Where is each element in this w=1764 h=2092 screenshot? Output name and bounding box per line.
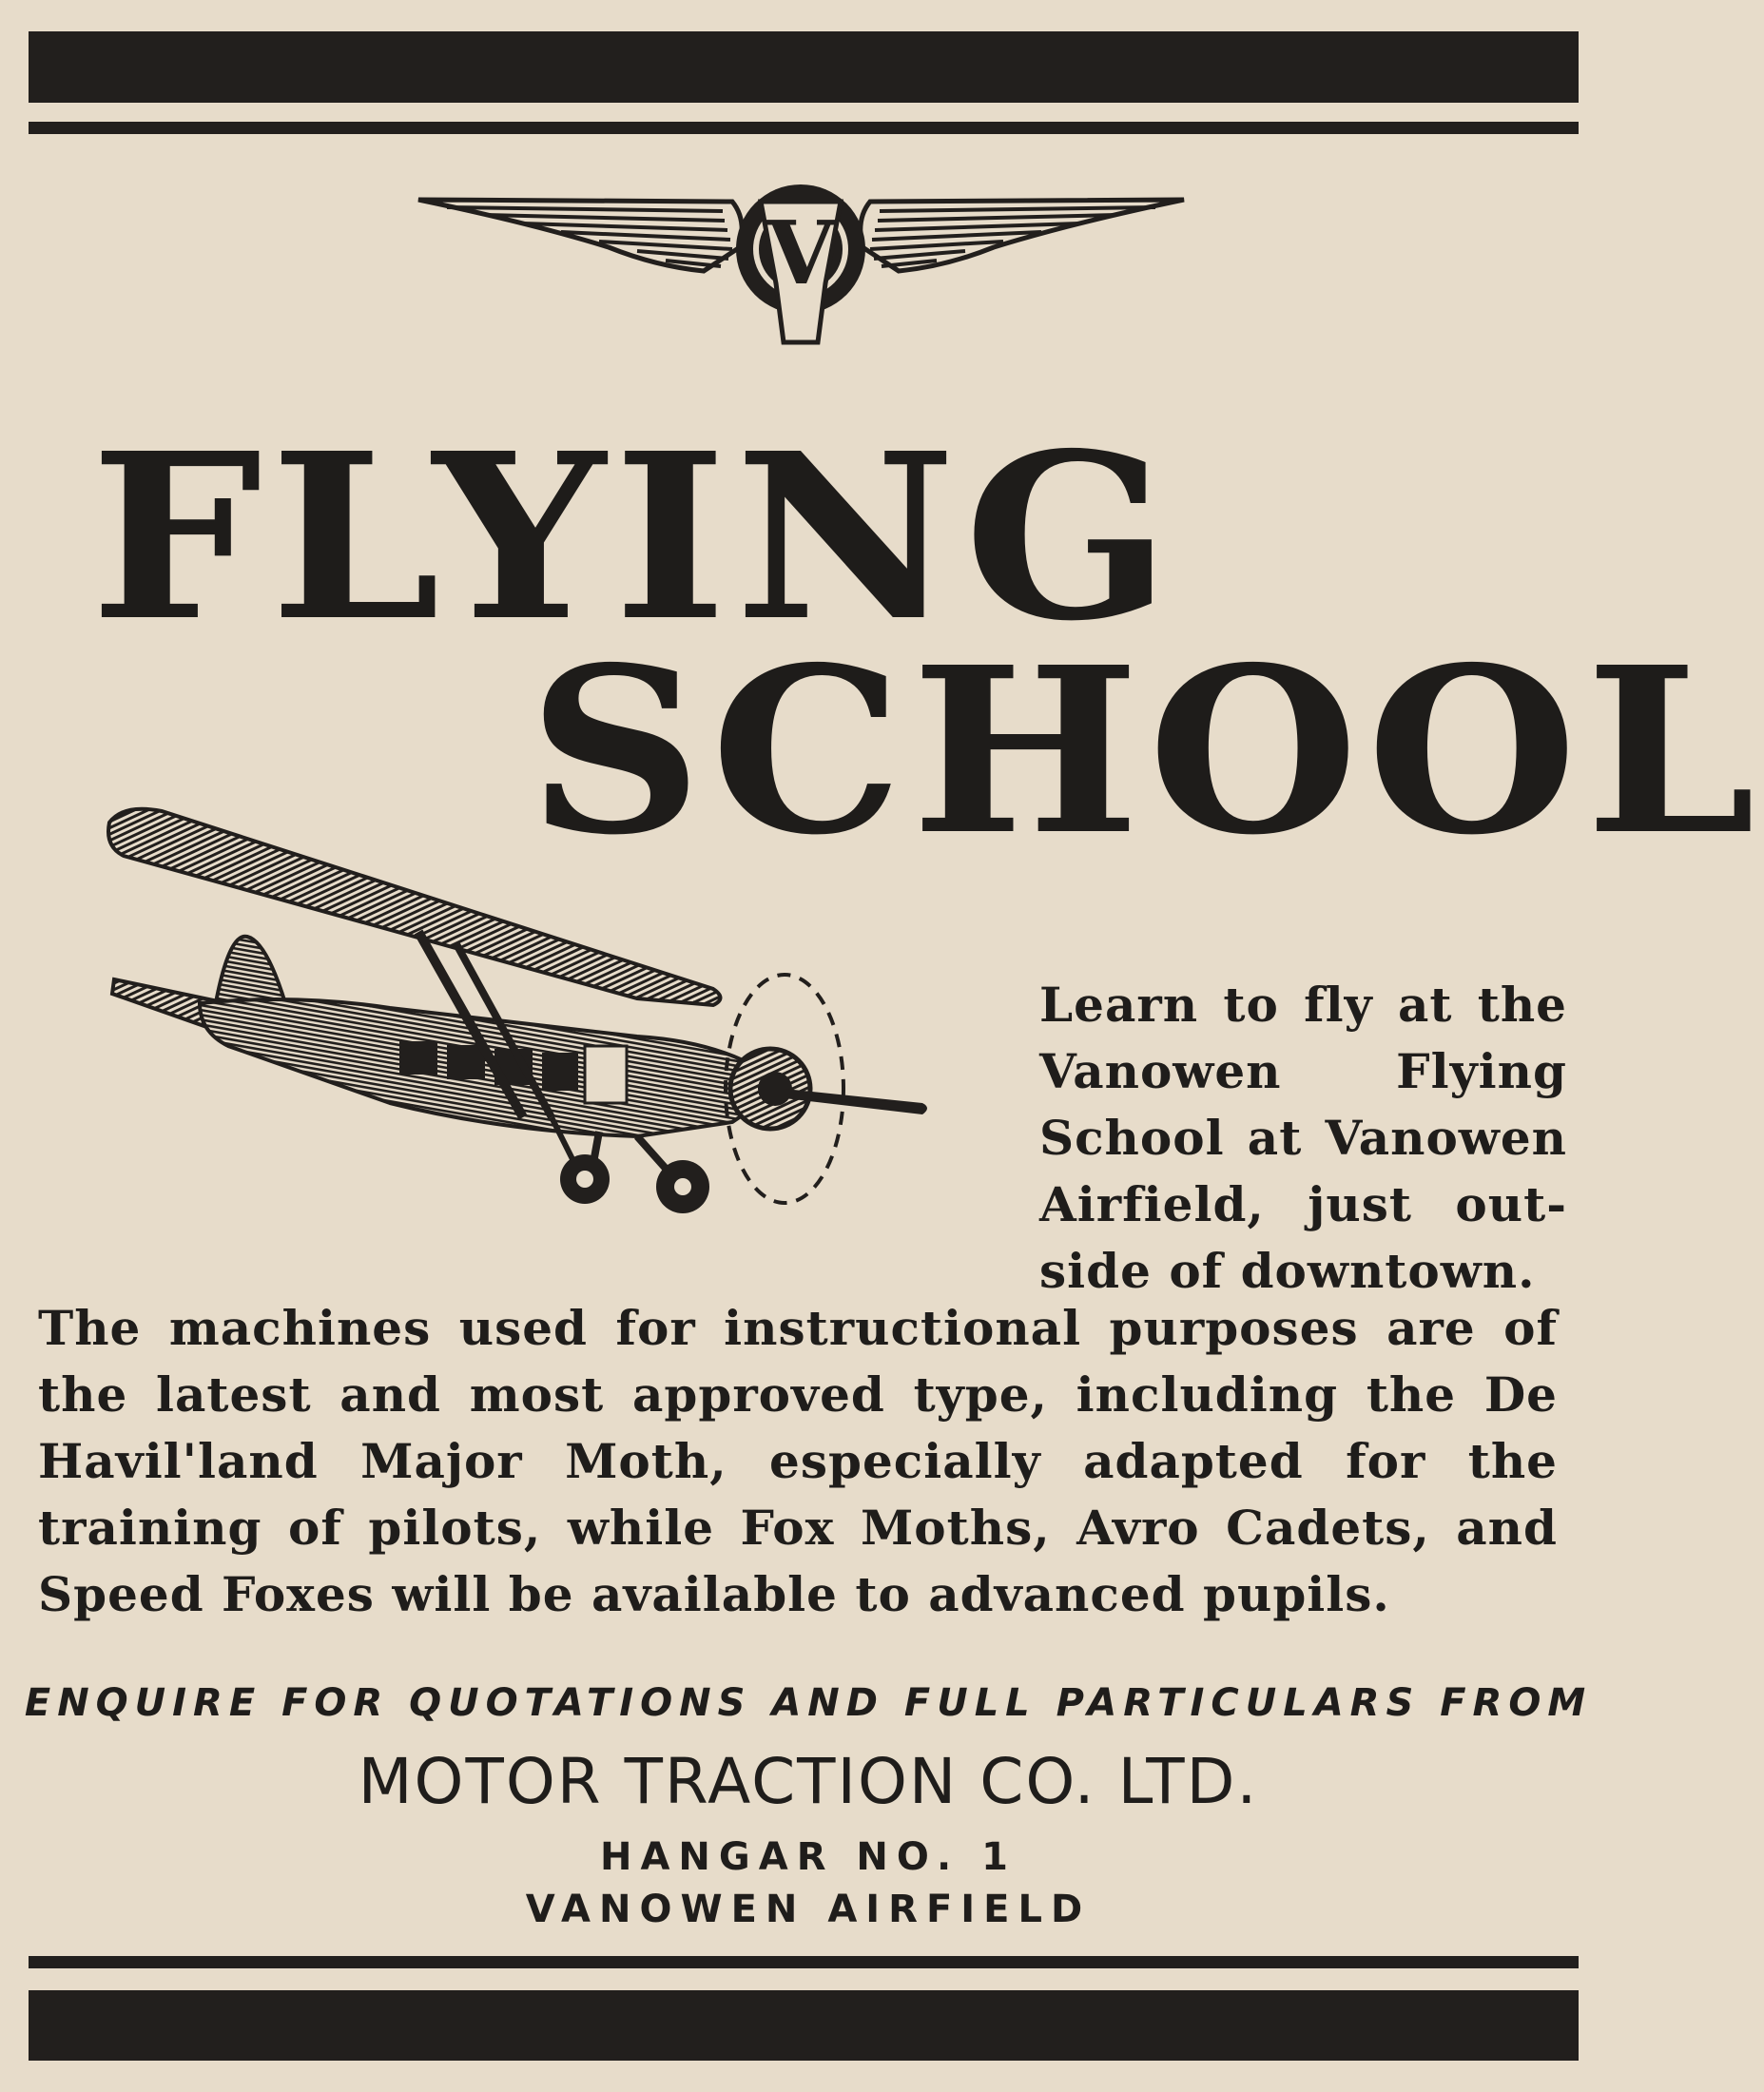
top-border-rule [29,122,1579,134]
bottom-border-rule [29,1956,1579,1968]
enquire-line: ENQUIRE FOR QUOTATIONS AND FULL PARTICULARS FROM [24,1681,1593,1725]
winged-v-emblem-icon [418,181,1184,347]
address-line-2: VANOWEN AIRFIELD [525,1888,1092,1931]
address-line-1: HANGAR NO. 1 [600,1835,1017,1879]
headline-line-1: FLYING [90,403,1179,671]
company-name: MOTOR TRACTION CO. LTD. [358,1745,1259,1818]
top-border-bar [29,31,1579,103]
body-paragraph: The machines used for instructional purposes are of the latest and most approved type, including the De Havil'land Major Moth, especially adapted for the training of pilots, while Fox Moths, Avro Cadets, and Speed Foxes will be available to advanced pupils. [38,1300,1558,1622]
headline-line-2: SCHOOL [528,617,1764,885]
emblem-letter: V [766,202,835,304]
monoplane-illustration-icon [105,804,941,1227]
bottom-border-bar [29,1990,1579,2061]
intro-paragraph: Learn to fly at the Vanowen Flying School at Vanowen Airfield, just out-side of downtown. [1039,977,1567,1299]
